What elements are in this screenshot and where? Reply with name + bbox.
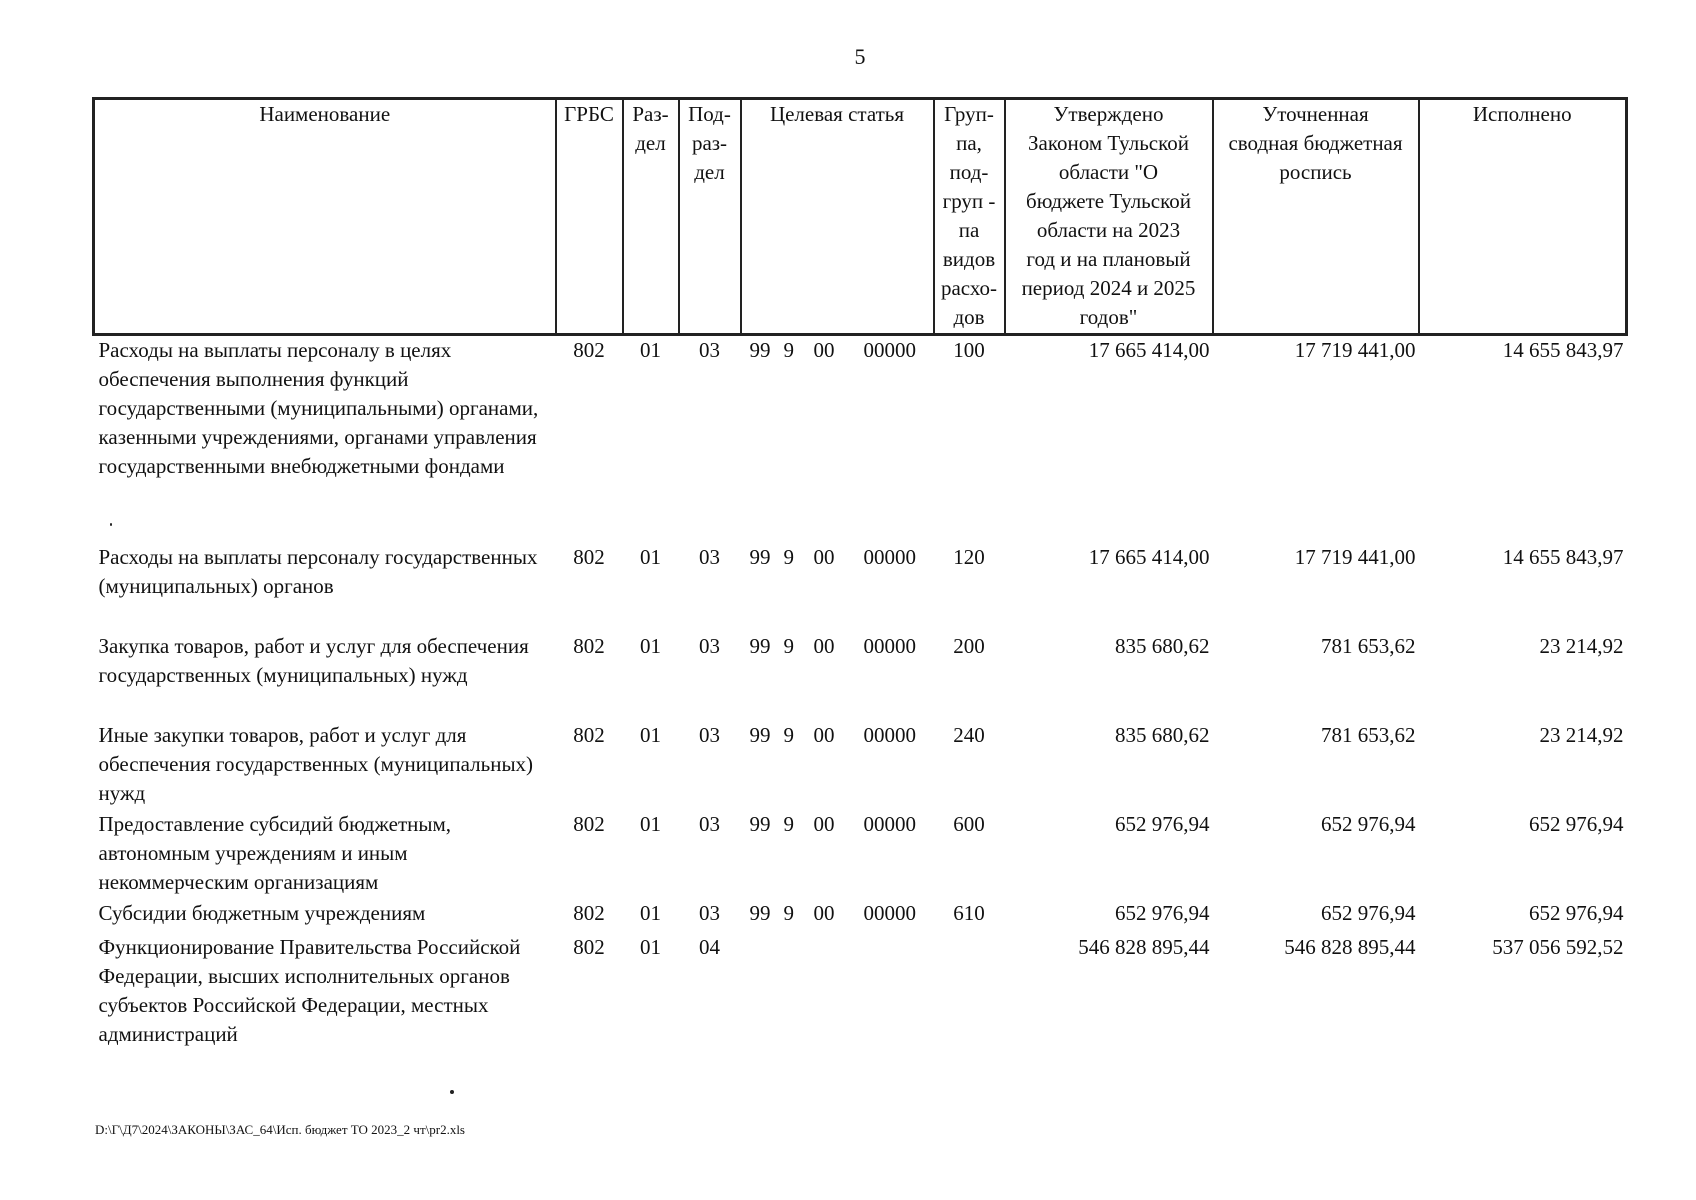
row-target-article: 99 9 00 00000 bbox=[749, 338, 916, 362]
row-group: 240 bbox=[953, 722, 985, 747]
row-group: 100 bbox=[953, 338, 985, 362]
row-refined: 652 976,94 bbox=[1321, 900, 1416, 925]
row-razdel: 01 bbox=[640, 633, 661, 658]
row-name: Иные закупки товаров, работ и услуг для обеспечения государственных (муниципальных) нужд bbox=[98, 722, 534, 805]
row-approved: 652 976,94 bbox=[1115, 811, 1210, 836]
table-row bbox=[94, 543, 1627, 632]
row-razdel: 01 bbox=[640, 934, 661, 959]
row-name: Закупка товаров, работ и услуг для обеспечения государственных (муниципальных) нужд bbox=[98, 633, 529, 687]
row-razdel: 01 bbox=[640, 900, 661, 925]
header-executed: Исполнено bbox=[1419, 99, 1627, 335]
row-grbs: 802 bbox=[573, 722, 605, 747]
row-podrazdel: 03 bbox=[699, 900, 720, 925]
table-row bbox=[94, 933, 1627, 1049]
row-podrazdel: 04 bbox=[699, 934, 720, 959]
table-row bbox=[94, 810, 1627, 899]
table-row bbox=[94, 632, 1627, 721]
scan-speck bbox=[450, 1090, 454, 1094]
row-target-article: 99 9 00 00000 bbox=[749, 900, 916, 925]
row-name: Расходы на выплаты персоналу государственных (муниципальных) органов bbox=[98, 544, 538, 598]
row-executed: 14 655 843,97 bbox=[1502, 338, 1624, 362]
row-executed: 537 056 592,52 bbox=[1492, 934, 1624, 959]
row-razdel: 01 bbox=[640, 811, 661, 836]
header-grbs: ГРБС bbox=[556, 99, 623, 335]
row-executed: 14 655 843,97 bbox=[1502, 544, 1624, 569]
row-podrazdel: 03 bbox=[699, 633, 720, 658]
row-refined: 652 976,94 bbox=[1321, 811, 1416, 836]
row-podrazdel: 03 bbox=[699, 338, 720, 362]
row-name: Функционирование Правительства Российской Федерации, высших исполнительных органов субъектов Российской Федерации, местных администраций bbox=[98, 934, 521, 1046]
table-row bbox=[94, 899, 1627, 933]
row-approved: 17 665 414,00 bbox=[1088, 544, 1210, 569]
row-podrazdel: 03 bbox=[699, 811, 720, 836]
header-podrazdel: Под- раз- дел bbox=[679, 99, 741, 335]
row-group: 120 bbox=[953, 544, 985, 569]
row-name: Предоставление субсидий бюджетным, автономным учреждениям и иным некоммерческим организациям bbox=[98, 811, 452, 894]
row-target-article bbox=[741, 933, 934, 1049]
row-razdel: 01 bbox=[640, 544, 661, 569]
row-refined: 781 653,62 bbox=[1321, 633, 1416, 658]
row-approved: 652 976,94 bbox=[1115, 900, 1210, 925]
row-executed: 23 214,92 bbox=[1539, 722, 1624, 747]
row-target-article: 99 9 00 00000 bbox=[749, 722, 916, 747]
budget-table bbox=[92, 97, 1628, 1049]
row-target-article: 99 9 00 00000 bbox=[749, 544, 916, 569]
row-name: Расходы на выплаты персоналу в целях обеспечения выполнения функций государственными (муниципальными) органами, казенными учреждениями, органами управления государственными внебюджетными фондами bbox=[98, 338, 539, 478]
row-razdel: 01 bbox=[640, 722, 661, 747]
row-approved: 835 680,62 bbox=[1115, 722, 1210, 747]
row-name: Субсидии бюджетным учреждениям bbox=[98, 900, 426, 925]
row-grbs: 802 bbox=[573, 811, 605, 836]
row-executed: 652 976,94 bbox=[1529, 900, 1624, 925]
row-approved: 17 665 414,00 bbox=[1088, 338, 1210, 362]
table-header-row bbox=[94, 99, 1627, 335]
header-target-article: Целевая статья bbox=[741, 99, 934, 335]
row-target-article: 99 9 00 00000 bbox=[749, 633, 916, 658]
header-approved: Утверждено Законом Тульской области "О бюджете Тульской области на 2023 год и на плановый период 2024 и 2025 годов" bbox=[1005, 99, 1213, 335]
row-podrazdel: 03 bbox=[699, 544, 720, 569]
header-expense-group: Груп- па, под- груп - па видов расхо- дов bbox=[934, 99, 1005, 335]
row-group: 600 bbox=[953, 811, 985, 836]
row-refined: 781 653,62 bbox=[1321, 722, 1416, 747]
scan-speck bbox=[110, 523, 112, 526]
row-grbs: 802 bbox=[573, 900, 605, 925]
row-executed: 23 214,92 bbox=[1539, 633, 1624, 658]
row-approved: 835 680,62 bbox=[1115, 633, 1210, 658]
row-group bbox=[934, 933, 1005, 1049]
row-grbs: 802 bbox=[573, 633, 605, 658]
row-podrazdel: 03 bbox=[699, 722, 720, 747]
table-row bbox=[94, 721, 1627, 810]
row-refined: 546 828 895,44 bbox=[1284, 934, 1416, 959]
row-refined: 17 719 441,00 bbox=[1294, 544, 1416, 569]
row-group: 200 bbox=[953, 633, 985, 658]
row-executed: 652 976,94 bbox=[1529, 811, 1624, 836]
row-target-article: 99 9 00 00000 bbox=[749, 811, 916, 836]
row-razdel: 01 bbox=[640, 338, 661, 362]
file-path-footer: D:\Г\Д7\2024\ЗАКОНЫ\ЗАС_64\Исп. бюджет ТО 2023_2 чт\pr2.xls bbox=[95, 1122, 465, 1137]
row-grbs: 802 bbox=[573, 338, 605, 362]
page-number: 5 bbox=[854, 44, 866, 69]
row-group: 610 bbox=[953, 900, 985, 925]
header-refined: Уточненная сводная бюджетная роспись bbox=[1213, 99, 1419, 335]
header-name: Наименование bbox=[94, 99, 556, 335]
row-refined: 17 719 441,00 bbox=[1294, 338, 1416, 362]
row-grbs: 802 bbox=[573, 934, 605, 959]
row-approved: 546 828 895,44 bbox=[1078, 934, 1210, 959]
table-row bbox=[94, 335, 1627, 543]
row-grbs: 802 bbox=[573, 544, 605, 569]
header-razdel: Раз- дел bbox=[623, 99, 679, 335]
